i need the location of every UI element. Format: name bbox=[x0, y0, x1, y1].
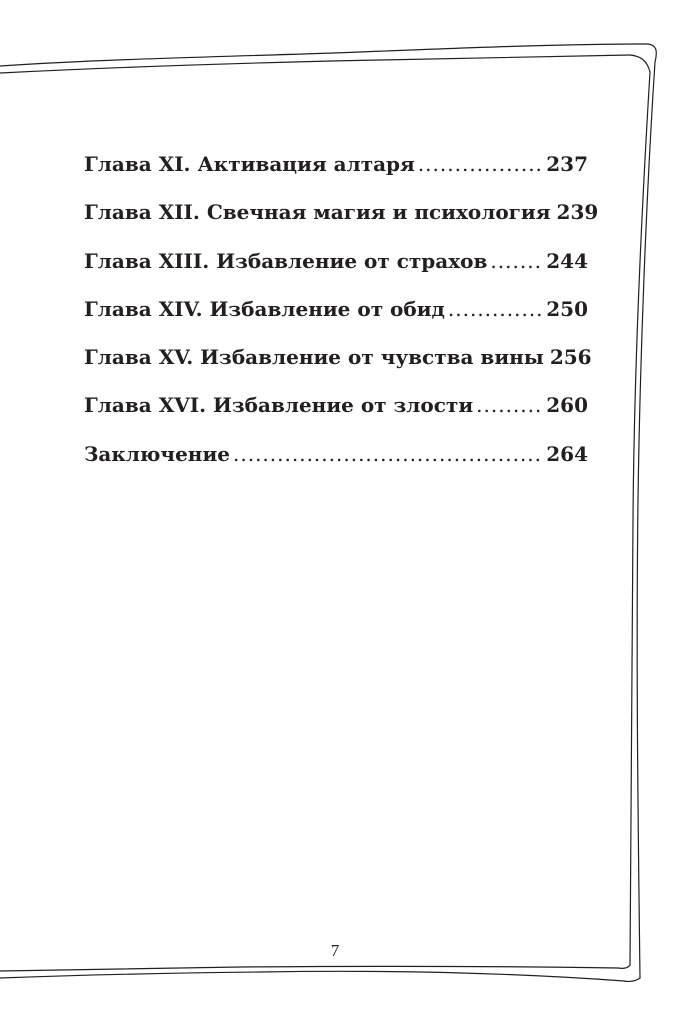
dot-leader bbox=[448, 297, 543, 321]
toc-entry bbox=[84, 200, 599, 248]
page-number: 7 bbox=[330, 941, 340, 960]
toc-entry-page: 239 bbox=[556, 200, 599, 225]
table-of-contents bbox=[84, 152, 599, 490]
toc-entry-title: Заключение bbox=[84, 441, 230, 466]
toc-entry-page: 264 bbox=[546, 441, 588, 466]
dot-leader bbox=[476, 393, 543, 417]
toc-entry-title: Глава XVI. Избавление от злости bbox=[84, 393, 474, 418]
toc-entry bbox=[84, 345, 592, 393]
toc-entry-page: 260 bbox=[546, 393, 588, 418]
toc-entry-title: Глава XIV. Избавление от обид bbox=[84, 296, 445, 321]
toc-entry bbox=[84, 297, 588, 345]
toc-entry-title: Глава XI. Активация алтаря bbox=[84, 152, 415, 176]
dot-leader bbox=[490, 249, 543, 273]
toc-entry bbox=[84, 442, 588, 490]
toc-entry-page: 250 bbox=[546, 296, 588, 321]
dot-leader bbox=[233, 442, 543, 466]
toc-entry bbox=[84, 249, 588, 297]
dot-leader bbox=[418, 152, 543, 176]
toc-entry bbox=[84, 152, 588, 200]
toc-entry-title: Глава XV. Избавление от чувства вины bbox=[84, 345, 544, 370]
toc-entry-title: Глава XIII. Избавление от страхов bbox=[84, 248, 488, 273]
toc-entry bbox=[84, 393, 588, 441]
toc-entry-page: 237 bbox=[546, 152, 588, 176]
toc-entry-page: 256 bbox=[549, 345, 592, 370]
toc-entry-title: Глава XII. Свечная магия и психология bbox=[84, 200, 551, 225]
toc-entry-page: 244 bbox=[546, 248, 588, 273]
